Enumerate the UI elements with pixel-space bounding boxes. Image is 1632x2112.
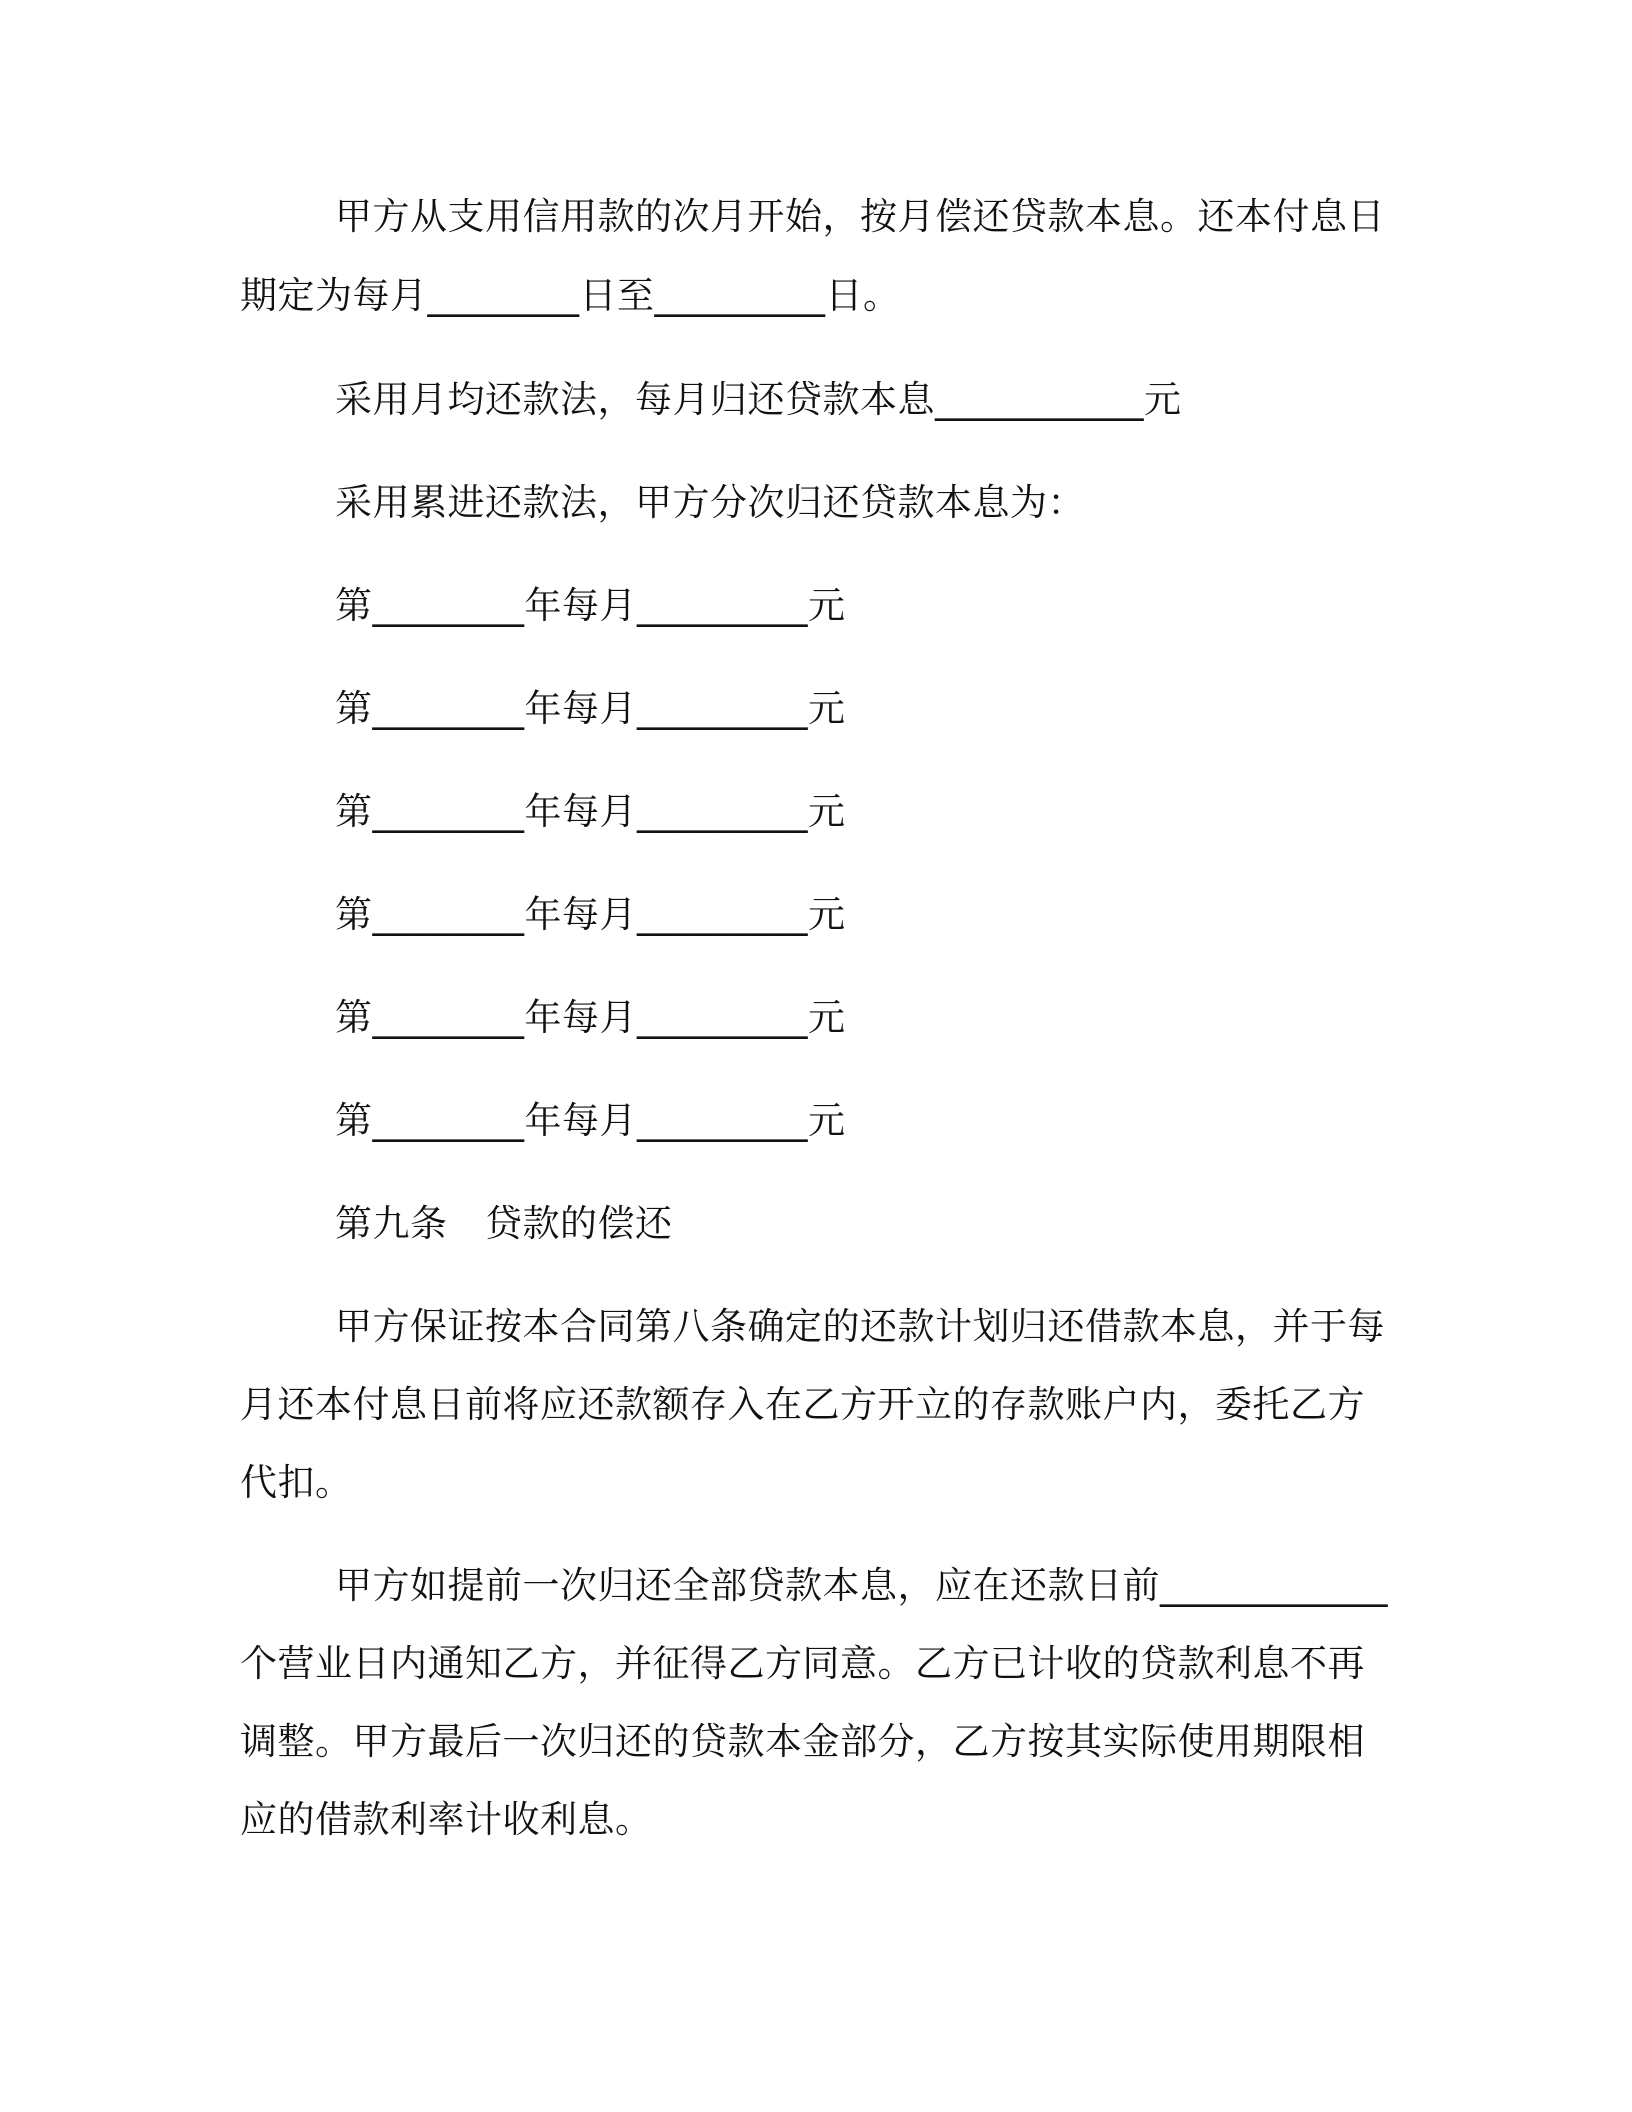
para5-line2: 个营业日内通知乙方，并征得乙方同意。乙方已计收的贷款利息不再: [240, 1642, 1365, 1685]
para1-line2: 期定为每月________日至_________日。: [240, 274, 901, 317]
para1-line1: 甲方从支用信用款的次月开始，按月偿还贷款本息。还本付息日: [335, 195, 1385, 238]
schedule-line: 第________年每月_________元: [335, 1099, 846, 1142]
para5-line3: 调整。甲方最后一次归还的贷款本金部分，乙方按其实际使用期限相: [240, 1720, 1365, 1763]
para4-line2: 月还本付息日前将应还款额存入在乙方开立的存款账户内，委托乙方: [240, 1383, 1365, 1426]
para5-line4: 应的借款利率计收利息。: [240, 1798, 653, 1841]
para5-line1: 甲方如提前一次归还全部贷款本息，应在还款日前____________: [335, 1564, 1388, 1607]
schedule-line: 第________年每月_________元: [335, 996, 846, 1039]
para3-progressive: 采用累进还款法，甲方分次归还贷款本息为：: [335, 481, 1085, 524]
para4-line1: 甲方保证按本合同第八条确定的还款计划归还借款本息，并于每: [335, 1305, 1385, 1348]
para2-monthly-equal: 采用月均还款法，每月归还贷款本息___________元: [335, 378, 1182, 421]
article-heading: 第九条 贷款的偿还: [335, 1202, 673, 1245]
para4-line3: 代扣。: [240, 1461, 353, 1504]
schedule-line: 第________年每月_________元: [335, 687, 846, 730]
schedule-line: 第________年每月_________元: [335, 790, 846, 833]
schedule-line: 第________年每月_________元: [335, 893, 846, 936]
schedule-line: 第________年每月_________元: [335, 584, 846, 627]
